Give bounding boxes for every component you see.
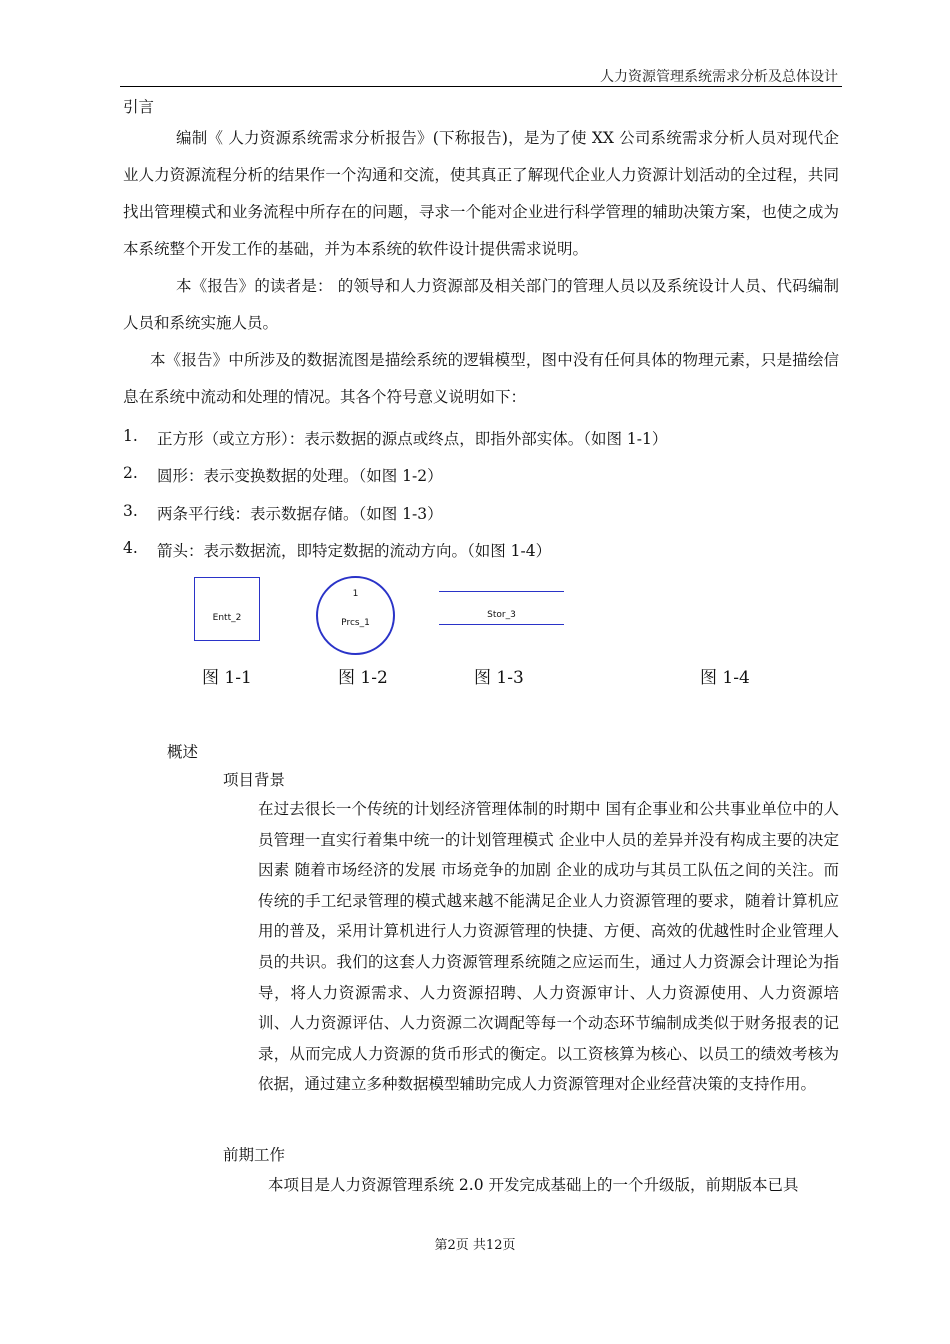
page-footer: 第2页 共12页: [434, 1238, 516, 1253]
subsection-heading-background: 项目背景: [223, 771, 286, 789]
background-paragraph: 在过去很长一个传统的计划经济管理体制的时期中 国有企事业和公共事业单位中的人员管理一直实行着集中统一的计划管理模式 企业中人员的差异并没有构成主要的决定因素 随着市场经济的发展 市场竞争的加剧 企业的成功与其员工队伍之间的关注。而传统的手工纪录管理的模式越来越不能满足企业人力资源管理的要求，随着计算机应用的普及，采用计算机进行人力资源管理的快捷、方便、高效的优越性时企业管理人员的共识。我们的这套人力资源管理系统随之应运而生，通过人力资源会计理论为指导，将人力资源需求、人力资源招聘、人力资源审计、人力资源使用、人力资源培训、人力资源评估、人力资源二次调配等每一个动态环节编制成类似于财务报表的记录，从而完成人力资源的货币形式的衡定。以工资核算为核心、以员工的绩效考核为依据，通过建立多种数据模型辅助完成人力资源管理对企业经营决策的支持作用。: [258, 800, 839, 1094]
list-item-text: 箭头：表示数据流，即特定数据的流动方向。（如图 1-4）: [157, 542, 552, 560]
list-item-text: 圆形：表示变换数据的处理。（如图 1-2）: [157, 467, 443, 485]
process-number: 1: [352, 589, 359, 599]
figure-caption: 图 1-1: [202, 668, 252, 688]
list-item-text: 两条平行线：表示数据存储。（如图 1-3）: [157, 505, 443, 523]
list-item-number: 3.: [123, 502, 138, 520]
header-rule: [120, 86, 842, 87]
list-item-number: 4.: [123, 539, 138, 557]
list-item-number: 2.: [123, 464, 138, 482]
data-store-symbol: [439, 591, 564, 625]
intro-paragraph-3: 本《报告》中所涉及的数据流图是描绘系统的逻辑模型，图中没有任何具体的物理元素，只是描绘信息在系统中流动和处理的情况。其各个符号意义说明如下：: [123, 351, 839, 406]
external-entity-symbol: [194, 577, 260, 641]
store-label: Stor_3: [487, 610, 516, 620]
intro-paragraph-1: 编制《 人力资源系统需求分析报告》(下称报告)，是为了使 XX 公司系统需求分析人员对现代企业人力资源流程分析的结果作一个沟通和交流，使其真正了解现代企业人力资源计划活动的全过程，共同找出管理模式和业务流程中所存在的问题，寻求一个能对企业进行科学管理的辅助决策方案，也使之成为本系统整个开发工作的基础，并为本系统的软件设计提供需求说明。: [123, 129, 839, 258]
process-symbol: [316, 576, 395, 655]
section-heading-overview: 概述: [167, 743, 199, 761]
list-item-number: 1.: [123, 427, 138, 445]
header-title: 人力资源管理系统需求分析及总体设计: [600, 69, 838, 85]
prior-work-paragraph: 本项目是人力资源管理系统 2.0 开发完成基础上的一个升级版，前期版本已具: [268, 1176, 799, 1194]
figure-caption: 图 1-3: [474, 668, 524, 688]
process-label: Prcs_1: [341, 618, 370, 628]
figure-caption: 图 1-4: [700, 668, 750, 688]
intro-paragraph-2: 本《报告》的读者是： 的领导和人力资源部及相关部门的管理人员以及系统设计人员、代码编制人员和系统实施人员。: [123, 277, 839, 332]
section-heading-intro: 引言: [123, 98, 155, 116]
subsection-heading-prior-work: 前期工作: [223, 1146, 286, 1164]
list-item-text: 正方形（或立方形）：表示数据的源点或终点，即指外部实体。（如图 1-1）: [157, 430, 668, 448]
entity-label: Entt_2: [212, 613, 242, 623]
figure-caption: 图 1-2: [338, 668, 388, 688]
